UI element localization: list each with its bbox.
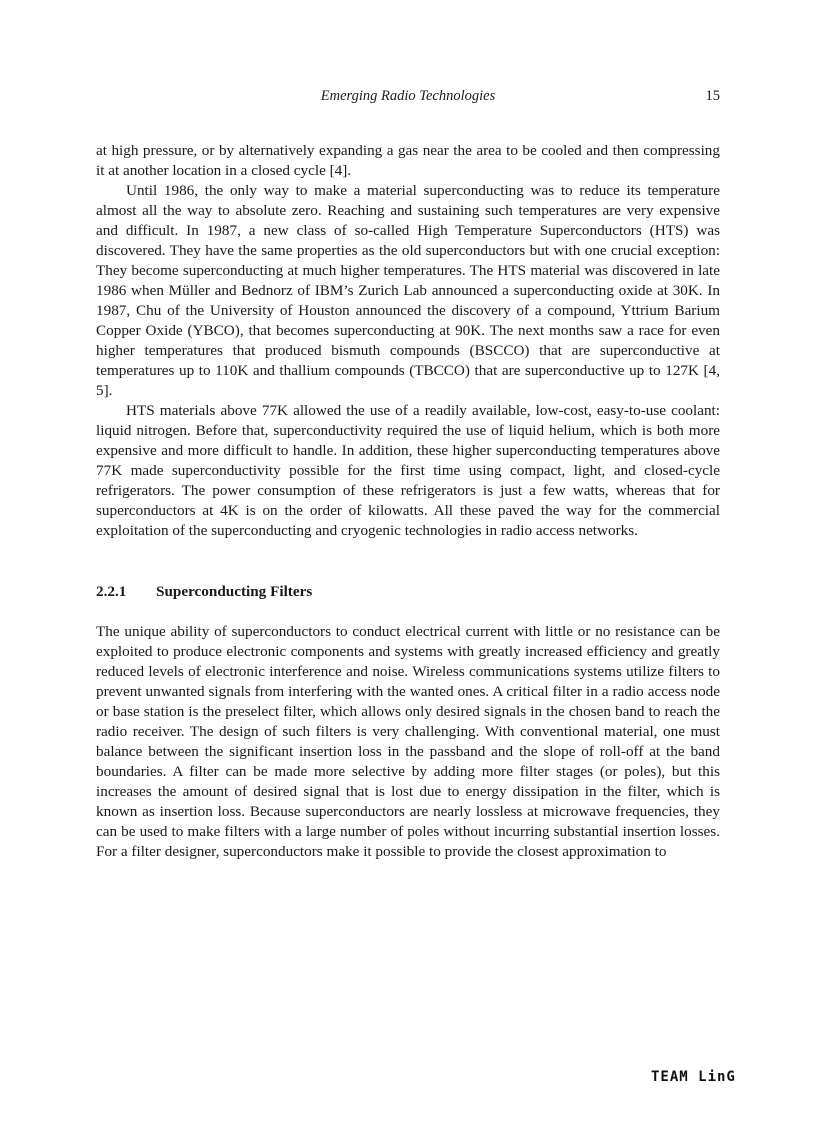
paragraph-hts-history: Until 1986, the only way to make a material superconducting was to reduce its temperature almost all the way to absolute zero. Reaching and sustaining such temperatures are very expensive and difficult. In 1987, a new class of so-called High Temperature Superconductors (HTS) was discovered. They have the same properties as the old superconductors but with one crucial exception: They become superconducting at much higher temperatures. The HTS material was discovered in late 1986 when Müller and Bednorz of IBM’s Zurich Lab announced a superconducting oxide at 30K. In 1987, Chu of the University of Houston announced the discovery of a compound, Yttrium Barium Copper Oxide (YBCO), that becomes superconducting at 90K. The next months saw a race for even higher temperatures that produced bismuth compounds (BSCCO) that are superconductive at temperatures up to 110K and thallium compounds (TBCCO) that are superconductive up to 127K [4, 5]. [96, 182, 720, 399]
section-title: Superconducting Filters [156, 583, 313, 600]
paragraph-superconducting-filters: The unique ability of superconductors to conduct electrical current with little or no resistance can be exploited to produce electronic components and systems with greatly increased efficiency and greatly reduced levels of electronic interference and noise. Wireless communications systems utilize filters to prevent unwanted signals from interfering with the wanted ones. A critical filter in a radio access node or base station is the preselect filter, which allows only desired signals in the chosen band to reach the radio receiver. The design of such filters is very challenging. With conventional material, one must balance between the significant insertion loss in the passband and the slope of roll-off at the band boundaries. A filter can be made more selective by adding more filter stages (or poles), but this increases the amount of desired signal that is lost due to energy dissipation in the filter, which is known as insertion loss. Because superconductors are nearly lossless at microwave frequencies, they can be used to make filters with a large number of poles without incurring substantial insertion losses. For a filter designer, superconductors make it possible to provide the closest approximation to [96, 623, 720, 860]
paragraph-liquid-nitrogen: HTS materials above 77K allowed the use of a readily available, low-cost, easy-to-use coolant: liquid nitrogen. Before that, superconductivity required the use of liquid helium, which is both more expensive and more difficult to handle. In addition, these higher superconducting temperatures above 77K made superconductivity possible for the first time using compact, light, and closed-cycle refrigerators. The power consumption of these refrigerators is just a few watts, whereas that for superconductors at 4K is on the order of kilowatts. All these paved the way for the commercial exploitation of the superconducting and cryogenic technologies in radio access networks. [96, 402, 720, 539]
paragraph-continuation: at high pressure, or by alternatively expanding a gas near the area to be cooled and then compressing it at another location in a closed cycle [4]. [96, 142, 720, 179]
team-ling-watermark: TEAM LinG [651, 1069, 736, 1085]
section-heading [96, 582, 720, 602]
running-header [96, 88, 720, 108]
running-title: Emerging Radio Technologies [320, 88, 496, 104]
body-text [96, 141, 720, 862]
page-number: 15 [705, 88, 720, 104]
section-number: 2.2.1 [96, 583, 127, 600]
